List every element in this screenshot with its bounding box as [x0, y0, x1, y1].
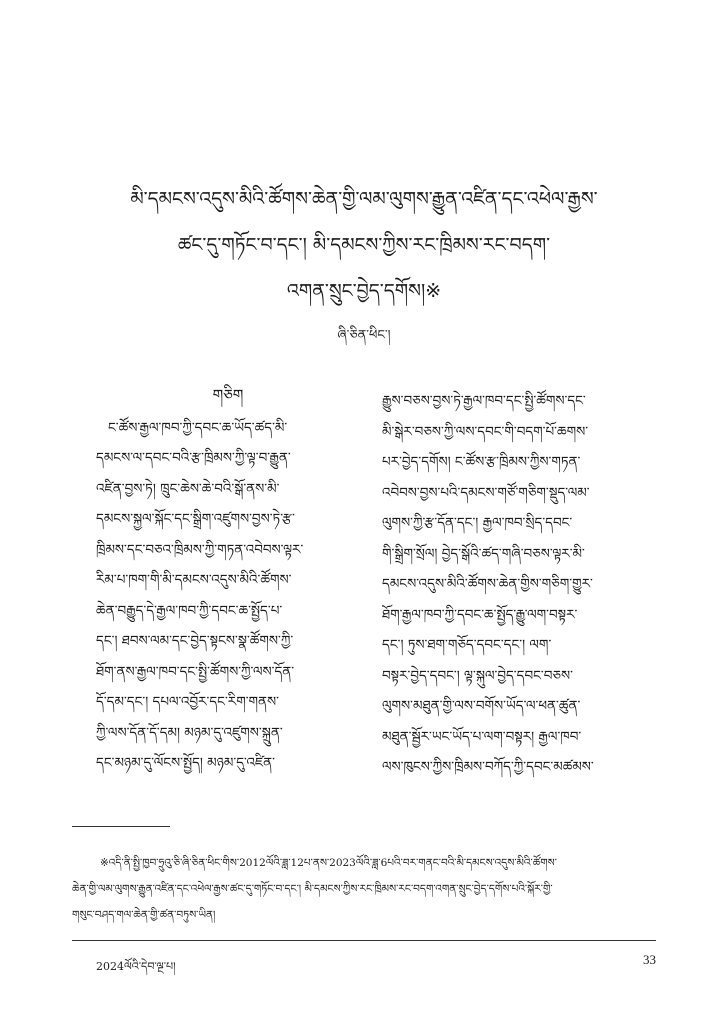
body-text-line: རྒྱུས་བཅས་བྱས་ཏེ་རྒྱལ་ཁབ་དང་སྤྱི་ཚོགས་དང་ — [382, 393, 586, 409]
title-line: ཚང་དུ་གཏོང་བ་དང་། མི་དམངས་ཀྱིས་རང་ཁྲིམས་རང་བདག་ — [177, 234, 551, 256]
footnote-line: ※འདི་ནི་སྤྱི་ཁྱབ་ཧྲུའུ་ཅི་ཞི་ཅིན་ཕིང་གིས་2012ལོའི་ཟླ་12པ་ནས་2023ལོའི་ཟླ་6པའི་བར་གནང་བའི་མི་དམངས་འདུས་མིའི་ཚོགས་ — [100, 857, 557, 869]
page-number: 33 — [643, 952, 656, 967]
body-text-line: དམངས་འདུས་མིའི་ཚོགས་ཆེན་གྱིས་གཅིག་གྱུར་ — [382, 576, 593, 592]
body-text-line: འབེབས་བྱས་པའི་དམངས་གཙོ་གཅིག་སྡུད་ལམ་ — [382, 484, 590, 501]
body-text-line: མི་སྒེར་བཅས་ཀྱི་ལས་དབང་གི་བདག་པོ་ཆགས་ — [382, 423, 589, 440]
body-text-line: ཆེན་བརྒྱུད་དེ་རྒྱལ་ཁབ་ཀྱི་དབང་ཆ་སྤྱོད་པ་ — [96, 602, 283, 619]
body-text-line: དམངས་སྐྱལ་སྐོང་དང་སྒྲིག་འཛུགས་བྱས་ཏེ་རྩ་ — [96, 511, 295, 527]
body-text-line: དང་། ཐབས་ལམ་དང་བྱེད་སྟངས་སྣ་ཚོགས་ཀྱི་ — [96, 633, 294, 649]
body-text-line: ང་ཚོས་རྒྱལ་ཁབ་ཀྱི་དབང་ཆ་ཡོད་ཚད་མི་ — [108, 419, 288, 436]
body-text-line: ལས་ཁུངས་ཀྱིས་ཁྲིམས་བཀོད་ཀྱི་དབང་མཚམས་ — [382, 759, 594, 775]
body-text-line: དོ་དམ་དང་། དཔལ་འབྱོར་དང་རིག་གནས་ — [96, 694, 279, 710]
article-title — [70, 176, 658, 314]
title-line: མི་དམངས་འདུས་མིའི་ཚོགས་ཆེན་གྱི་ལམ་ལུགས་རྒྱུན་འཛིན་དང་འཕེལ་རྒྱས་ — [130, 188, 598, 210]
body-text-line: ཐོག་ནས་རྒྱལ་ཁབ་དང་སྤྱི་ཚོགས་ཀྱི་ལས་དོན་ — [96, 663, 295, 680]
footnote-line: གསུང་བཤད་གལ་ཆེན་གྱི་ཚན་བཏུས་ཡིན། — [72, 909, 216, 921]
body-text-line: གི་སྒྲིག་སྲོལ། བྱེད་སྒོའི་ཚད་གཞི་བཅས་ལྟར་མི་ — [382, 545, 585, 562]
body-text-line: བསྟར་བྱེད་དབང་། ལྟ་སྐུལ་བྱེད་དབང་བཅས་ — [382, 667, 573, 684]
body-text-line: འཛིན་བྱས་ཏེ། ཁྲུང་ཆེས་ཆེ་བའི་སྒོ་ནས་མི་ — [96, 480, 280, 497]
body-text-line: ལུགས་མཐུན་གྱི་ལས་བགོས་ཡོད་ལ་ཕན་ཚུན་ — [382, 698, 581, 714]
right-column — [382, 386, 646, 783]
issue-label: 2024ལོའི་དེབ་ལྔ་པ། — [96, 960, 176, 973]
body-text-line: ལུགས་ཀྱི་རྩ་དོན་དང་། རྒྱལ་ཁབ་སྲིད་དབང་ — [382, 515, 573, 531]
body-text-line: ཁྲིམས་དང་བཅའ་ཁྲིམས་ཀྱི་གཏན་འབེབས་ལྟར་ — [96, 541, 304, 558]
footnote — [72, 850, 660, 928]
title-line: འགན་སྲུང་བྱེད་དགོས།※ — [286, 280, 442, 302]
footer-divider — [72, 940, 656, 941]
footnote-line: ཆེན་གྱི་ལམ་ལུགས་རྒྱུན་འཛིན་དང་འཕེལ་རྒྱས་ཚང་དུ་གཏོང་བ་དང་། མི་དམངས་ཀྱིས་རང་ཁྲིམས་རང་བདག་འགན་སྲུང་བྱེད་དགོས་པའི་སྐོར་གྱི་ — [72, 883, 553, 895]
body-text-line: དམངས་ལ་དབང་བའི་རྩ་ཁྲིམས་ཀྱི་ལྟ་བ་རྒྱུན་ — [96, 450, 291, 466]
body-text-line: རིམ་པ་ཁག་གི་མི་དམངས་འདུས་མིའི་ཚོགས་ — [96, 572, 292, 588]
section-heading: གཅིག — [212, 386, 244, 404]
body-text-line: དང་། ཏུས་ཐག་གཅོད་དབང་དང་། ལག་ — [382, 637, 552, 653]
body-text-line: ཀྱི་ལས་དོན་དོ་དམ། མཉམ་དུ་འཛུགས་སྐྲུན་ — [96, 724, 283, 741]
body-text-line: དང་མཉམ་དུ་ལོངས་སྤྱོད། མཉམ་དུ་འཛིན་ — [96, 755, 276, 771]
author-name: ཞི་ཅིན་ཕིང་། — [337, 328, 391, 343]
body-text-line: པར་བྱེད་དགོས། ང་ཚོས་རྩ་ཁྲིམས་ཀྱིས་གཏན་ — [382, 454, 581, 470]
left-column — [96, 380, 360, 779]
body-text-line: ཐོག་རྒྱལ་ཁབ་ཀྱི་དབང་ཆ་སྤྱོད་རྒྱུ་ལག་བསྟར་ — [382, 606, 578, 623]
footnote-divider — [72, 826, 170, 827]
body-text-line: མཐུན་སྦྱོར་ཡང་ཡོད་པ་ལག་བསྟར། རྒྱལ་ཁབ་ — [382, 728, 582, 745]
